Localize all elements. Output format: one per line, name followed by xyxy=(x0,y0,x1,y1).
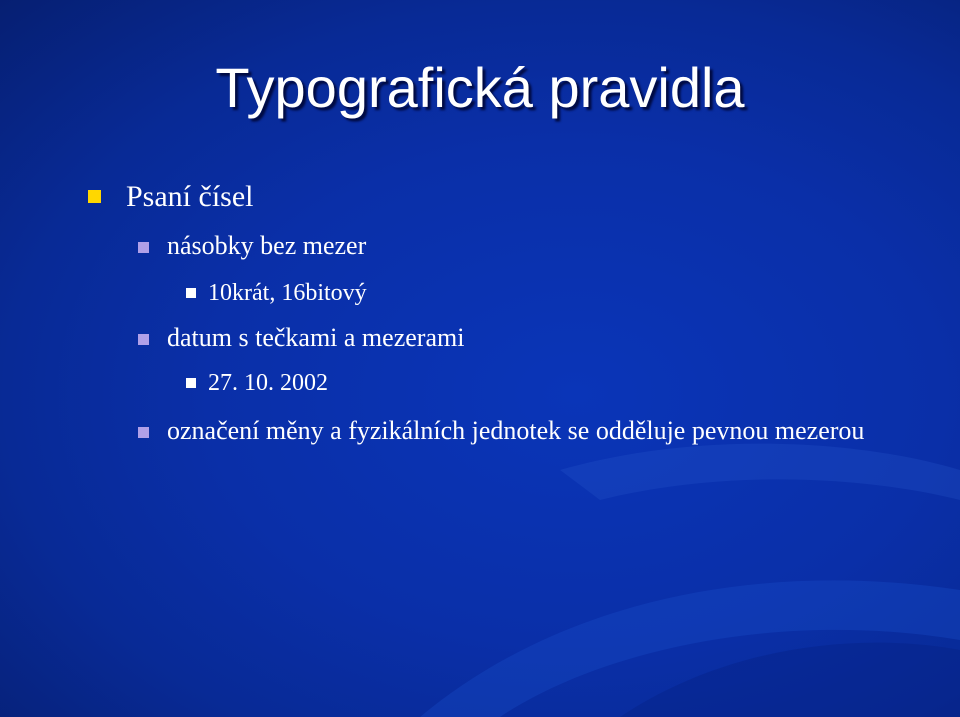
slide-title: Typografická pravidla xyxy=(215,56,745,119)
bullet-date xyxy=(138,324,908,353)
bullet-writing-numbers xyxy=(88,180,254,213)
bullet-text: 10krát, 16bitový xyxy=(208,280,367,306)
bullet-text: označení měny a fyzikálních jednotek se odděluje pevnou mezerou xyxy=(167,416,865,445)
bullet-text: datum s tečkami a mezerami xyxy=(167,323,465,352)
bullet-multiples-example xyxy=(186,280,367,306)
bullet-text: Psaní čísel xyxy=(126,180,254,213)
bullet-text: násobky bez mezer xyxy=(167,231,367,260)
square-bullet-icon xyxy=(138,242,149,253)
bullet-currency-units xyxy=(138,417,908,446)
bullet-date-example xyxy=(186,370,328,396)
bullet-multiples xyxy=(138,232,908,261)
square-bullet-icon xyxy=(186,378,196,388)
square-bullet-icon xyxy=(138,334,149,345)
square-bullet-icon xyxy=(186,288,196,298)
square-bullet-icon xyxy=(88,190,101,203)
square-bullet-icon xyxy=(138,427,149,438)
bullet-text: 27. 10. 2002 xyxy=(208,370,328,396)
